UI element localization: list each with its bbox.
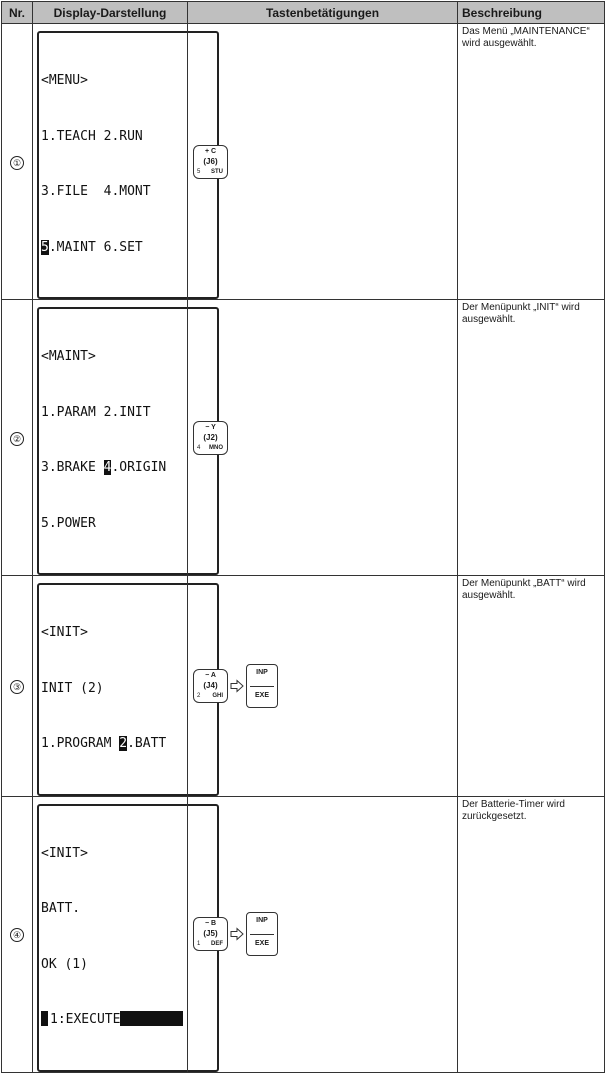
- lcd-display: <INIT> BATT. OK (1) 1:EXECUTE: [37, 804, 219, 1072]
- lcd-display: <MENU> 1.TEACH 2.RUN 3.FILE 4.MONT 5.MAINT 6.SET: [37, 31, 219, 299]
- arrow-right-icon: [230, 679, 244, 693]
- step-number: ①: [10, 156, 24, 170]
- step-number: ④: [10, 928, 24, 942]
- step-description: Der Batterie-Timer wird zurückgesetzt.: [458, 796, 605, 1072]
- lcd-display: <INIT> INIT (2) 1.PROGRAM 2.BATT: [37, 583, 219, 796]
- inp-exe-key[interactable]: INP EXE: [246, 664, 278, 708]
- header-display: Display-Darstellung: [33, 2, 188, 24]
- step-number: ②: [10, 432, 24, 446]
- key-j2[interactable]: − Y (J2) 4 MNO: [193, 421, 228, 455]
- header-keys: Tastenbetätigungen: [188, 2, 458, 24]
- key-j4[interactable]: − A (J4) 2 GHI: [193, 669, 228, 703]
- step-number: ③: [10, 680, 24, 694]
- key-j6[interactable]: + C (J6) 5 STU: [193, 145, 228, 179]
- step-description: Das Menü „MAINTENANCE“ wird ausgewählt.: [458, 24, 605, 300]
- header-row: [2, 2, 605, 24]
- header-description: Beschreibung: [458, 2, 605, 24]
- procedure-table: [1, 1, 605, 1073]
- key-j5[interactable]: − B (J5) 1 DEF: [193, 917, 228, 951]
- inp-exe-key[interactable]: INP EXE: [246, 912, 278, 956]
- step-description: Der Menüpunkt „BATT“ wird ausgewählt.: [458, 576, 605, 797]
- step-description: Der Menüpunkt „INIT“ wird ausgewählt.: [458, 300, 605, 576]
- header-nr: Nr.: [2, 2, 33, 24]
- lcd-cursor: 2: [119, 736, 128, 751]
- lcd-cursor: 5: [41, 239, 49, 255]
- step-row-3: [2, 576, 605, 797]
- lcd-cursor: 4: [103, 460, 112, 475]
- lcd-cursor: [41, 1011, 48, 1026]
- step-row-4: [2, 796, 605, 1072]
- step-row-1: [2, 24, 605, 300]
- step-row-2: [2, 300, 605, 576]
- lcd-display: <MAINT> 1.PARAM 2.INIT 3.BRAKE 4.ORIGIN 5.POWER: [37, 307, 219, 575]
- lcd-blank-bar: [120, 1011, 183, 1026]
- arrow-right-icon: [230, 927, 244, 941]
